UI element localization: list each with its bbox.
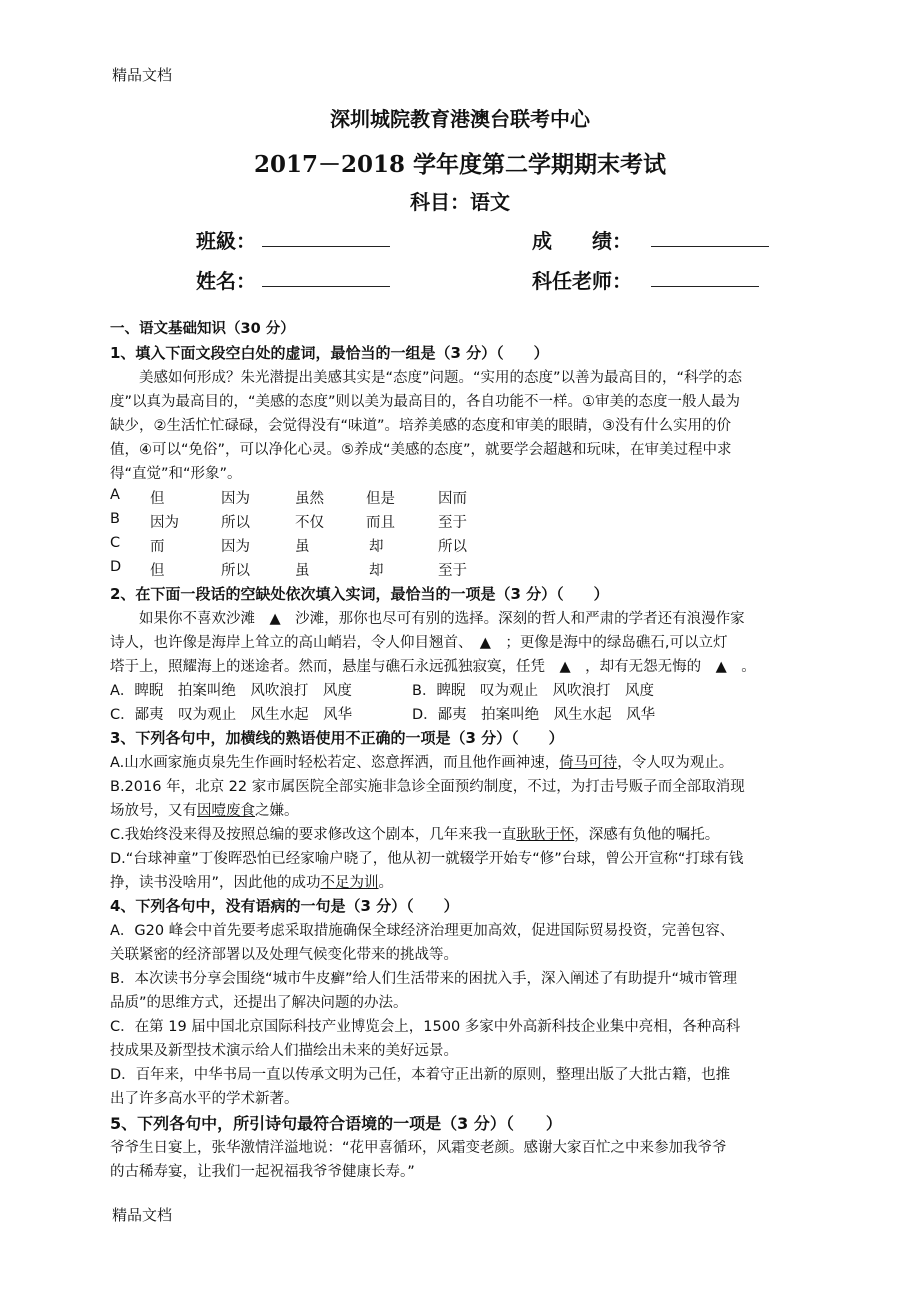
question-4-stem: 4、下列各句中，没有语病的一句是（3 分）（ ） [110, 897, 459, 915]
text: ，深感有负他的嘱托。 [574, 827, 720, 843]
q4-line[interactable]: C．在第 19 届中国北京国际科技产业博览会上，1500 多家中外高新科技企业集中亮相，各种高科 [110, 1019, 741, 1035]
q4-line: 品质”的思维方式，还提出了解决问题的办法。 [110, 995, 408, 1011]
underlined-idiom: 因噎废食 [197, 803, 255, 819]
option-word: 虽 [295, 563, 310, 579]
q5-line: 爷爷生日宴上，张华激情洋溢地说：“花甲喜循环，风霜变老颜。感谢大家百忙之中来参加我爷爷 [110, 1140, 727, 1156]
q1-passage-line: 美感如何形成？朱光潜提出美感其实是“态度”问题。“实用的态度”以善为最高目的，“科学的态 [110, 370, 743, 386]
q4-line[interactable]: A．G20 峰会中首先要考虑采取措施确保全球经济治理更加高效，促进国际贸易投资，完善包容、 [110, 923, 735, 939]
option-letter: D [110, 559, 122, 575]
option-word: 因而 [438, 491, 467, 507]
subject-line: 科目：语文 [410, 190, 510, 214]
option-word: 但 [150, 563, 165, 579]
option-word: 因为 [221, 491, 250, 507]
option-word: 虽 [295, 539, 310, 555]
option-letter: A [110, 487, 120, 503]
text: A.山水画家施贞泉先生作画时轻松若定、恣意挥洒，而且他作画神速， [110, 755, 560, 771]
option-word: 却 [369, 563, 384, 579]
option-word: 因为 [150, 515, 179, 531]
header-watermark: 精品文档 [112, 66, 173, 84]
q2-passage-line: 塔于上，照耀海上的迷途者。然而，悬崖与礁石永远孤独寂寞，任凭 ▲ ，却有无怨无悔的 ▲ 。 [110, 659, 756, 675]
question-3-stem: 3、下列各句中，加横线的熟语使用不正确的一项是（3 分）（ ） [110, 729, 564, 747]
text: 。 [378, 875, 394, 891]
exam-title: 2017－2018 学年度第二学期期末考试 [253, 151, 667, 178]
q2-option[interactable]: A．睥睨 拍案叫绝 风吹浪打 风度 [110, 683, 352, 699]
q3-option-c[interactable] [110, 823, 719, 844]
class-input-line[interactable] [262, 246, 390, 247]
name-label: 姓名： [196, 269, 256, 293]
q4-line: 技成果及新型技术演示给人们描绘出未来的美好远景。 [110, 1043, 458, 1059]
option-word: 因为 [221, 539, 250, 555]
option-word: 所以 [221, 563, 250, 579]
q3-option-b[interactable]: B.2016 年，北京 22 家市属医院全部实施非急诊全面预约制度，不过，为打击号贩子而全部取消现 [110, 779, 745, 795]
q4-line: 关联紧密的经济部署以及处理气候变化带来的挑战等。 [110, 947, 458, 963]
center-name: 深圳城院教育港澳台联考中心 [330, 107, 590, 131]
underlined-idiom: 倚马可待 [559, 755, 618, 771]
q2-option[interactable]: B．睥睨 叹为观止 风吹浪打 风度 [412, 683, 654, 699]
q4-line: 出了许多高水平的学术新著。 [110, 1091, 299, 1107]
text: ，令人叹为观止。 [617, 755, 734, 771]
q1-passage-line: 得“直觉”和“形象”。 [110, 466, 242, 482]
teacher-label: 科任老师： [532, 269, 632, 293]
option-word: 至于 [438, 563, 467, 579]
underlined-idiom: 耿耿于怀 [516, 827, 575, 843]
q4-line[interactable]: B．本次读书分享会围绕“城市牛皮癣”给人们生活带来的困扰入手，深入阐述了有助提升“城市管理 [110, 971, 737, 987]
section-heading: 一、语文基础知识（30 分） [110, 321, 295, 337]
q2-passage-line: 诗人，也许像是海岸上耸立的高山峭岩，令人仰目翘首、 ▲ ；更像是海中的绿岛礁石,可以立灯 [110, 635, 728, 651]
option-word: 所以 [438, 539, 467, 555]
option-word: 至于 [438, 515, 467, 531]
text: 场放号，又有 [110, 803, 197, 819]
question-5-stem: 5、下列各句中，所引诗句最符合语境的一项是（3 分）（ ） [110, 1114, 562, 1133]
q3-option-d-cont [110, 871, 393, 892]
q4-line[interactable]: D．百年来，中华书局一直以传承文明为己任，本着守正出新的原则，整理出版了大批古籍，也推 [110, 1067, 731, 1083]
q3-option-a[interactable] [110, 751, 733, 772]
text: 挣，读书没啥用”，因此他的成功 [110, 875, 321, 891]
name-input-line[interactable] [262, 286, 390, 287]
underlined-idiom: 不足为训 [320, 875, 379, 891]
text: C.我始终没来得及按照总编的要求修改这个剧本，几年来我一直 [110, 827, 517, 843]
q2-passage-line: 如果你不喜欢沙滩 ▲ 沙滩，那你也尽可有别的选择。深刻的哲人和严肃的学者还有浪漫作家 [110, 611, 745, 627]
teacher-input-line[interactable] [651, 286, 759, 287]
option-word: 不仅 [295, 515, 324, 531]
option-word: 而且 [366, 515, 395, 531]
option-word: 但是 [366, 491, 395, 507]
q5-line: 的古稀寿宴，让我们一起祝福我爷爷健康长寿。” [110, 1164, 415, 1180]
question-1-stem: 1、填入下面文段空白处的虚词，最恰当的一组是（3 分）（ ） [110, 344, 549, 362]
option-word: 所以 [221, 515, 250, 531]
question-2-stem: 2、在下面一段话的空缺处依次填入实词，最恰当的一项是（3 分）（ ） [110, 585, 609, 603]
option-letter: B [110, 511, 120, 527]
q2-option[interactable]: C．鄙夷 叹为观止 风生水起 风华 [110, 707, 353, 723]
option-letter: C [110, 535, 121, 551]
q3-option-b-cont [110, 799, 299, 820]
q1-passage-line: 度”以真为最高目的，“美感的态度”则以美为最高目的，各自功能不一样。①审美的态度一般人最为 [110, 394, 741, 410]
score-input-line[interactable] [651, 246, 769, 247]
option-word: 虽然 [295, 491, 324, 507]
option-word: 而 [150, 539, 165, 555]
footer-watermark: 精品文档 [112, 1206, 173, 1224]
q2-option[interactable]: D．鄙夷 拍案叫绝 风生水起 风华 [412, 707, 656, 723]
option-word: 但 [150, 491, 165, 507]
text: 之嫌。 [255, 803, 299, 819]
option-word: 却 [369, 539, 384, 555]
q1-passage-line: 值，④可以“免俗”，可以净化心灵。⑤养成“美感的态度”，就要学会超越和玩味，在审美过程中求 [110, 442, 732, 458]
q3-option-d[interactable]: D.“台球神童”丁俊晖恐怕已经家喻户晓了，他从初一就辍学开始专“修”台球，曾公开宣称“打球有钱 [110, 851, 744, 867]
class-label: 班級： [196, 229, 256, 253]
q1-passage-line: 缺少，②生活忙忙碌碌，会觉得没有“味道”。培养美感的态度和审美的眼睛，③没有什么实用的价 [110, 418, 732, 434]
score-label: 成 绩： [532, 229, 632, 253]
